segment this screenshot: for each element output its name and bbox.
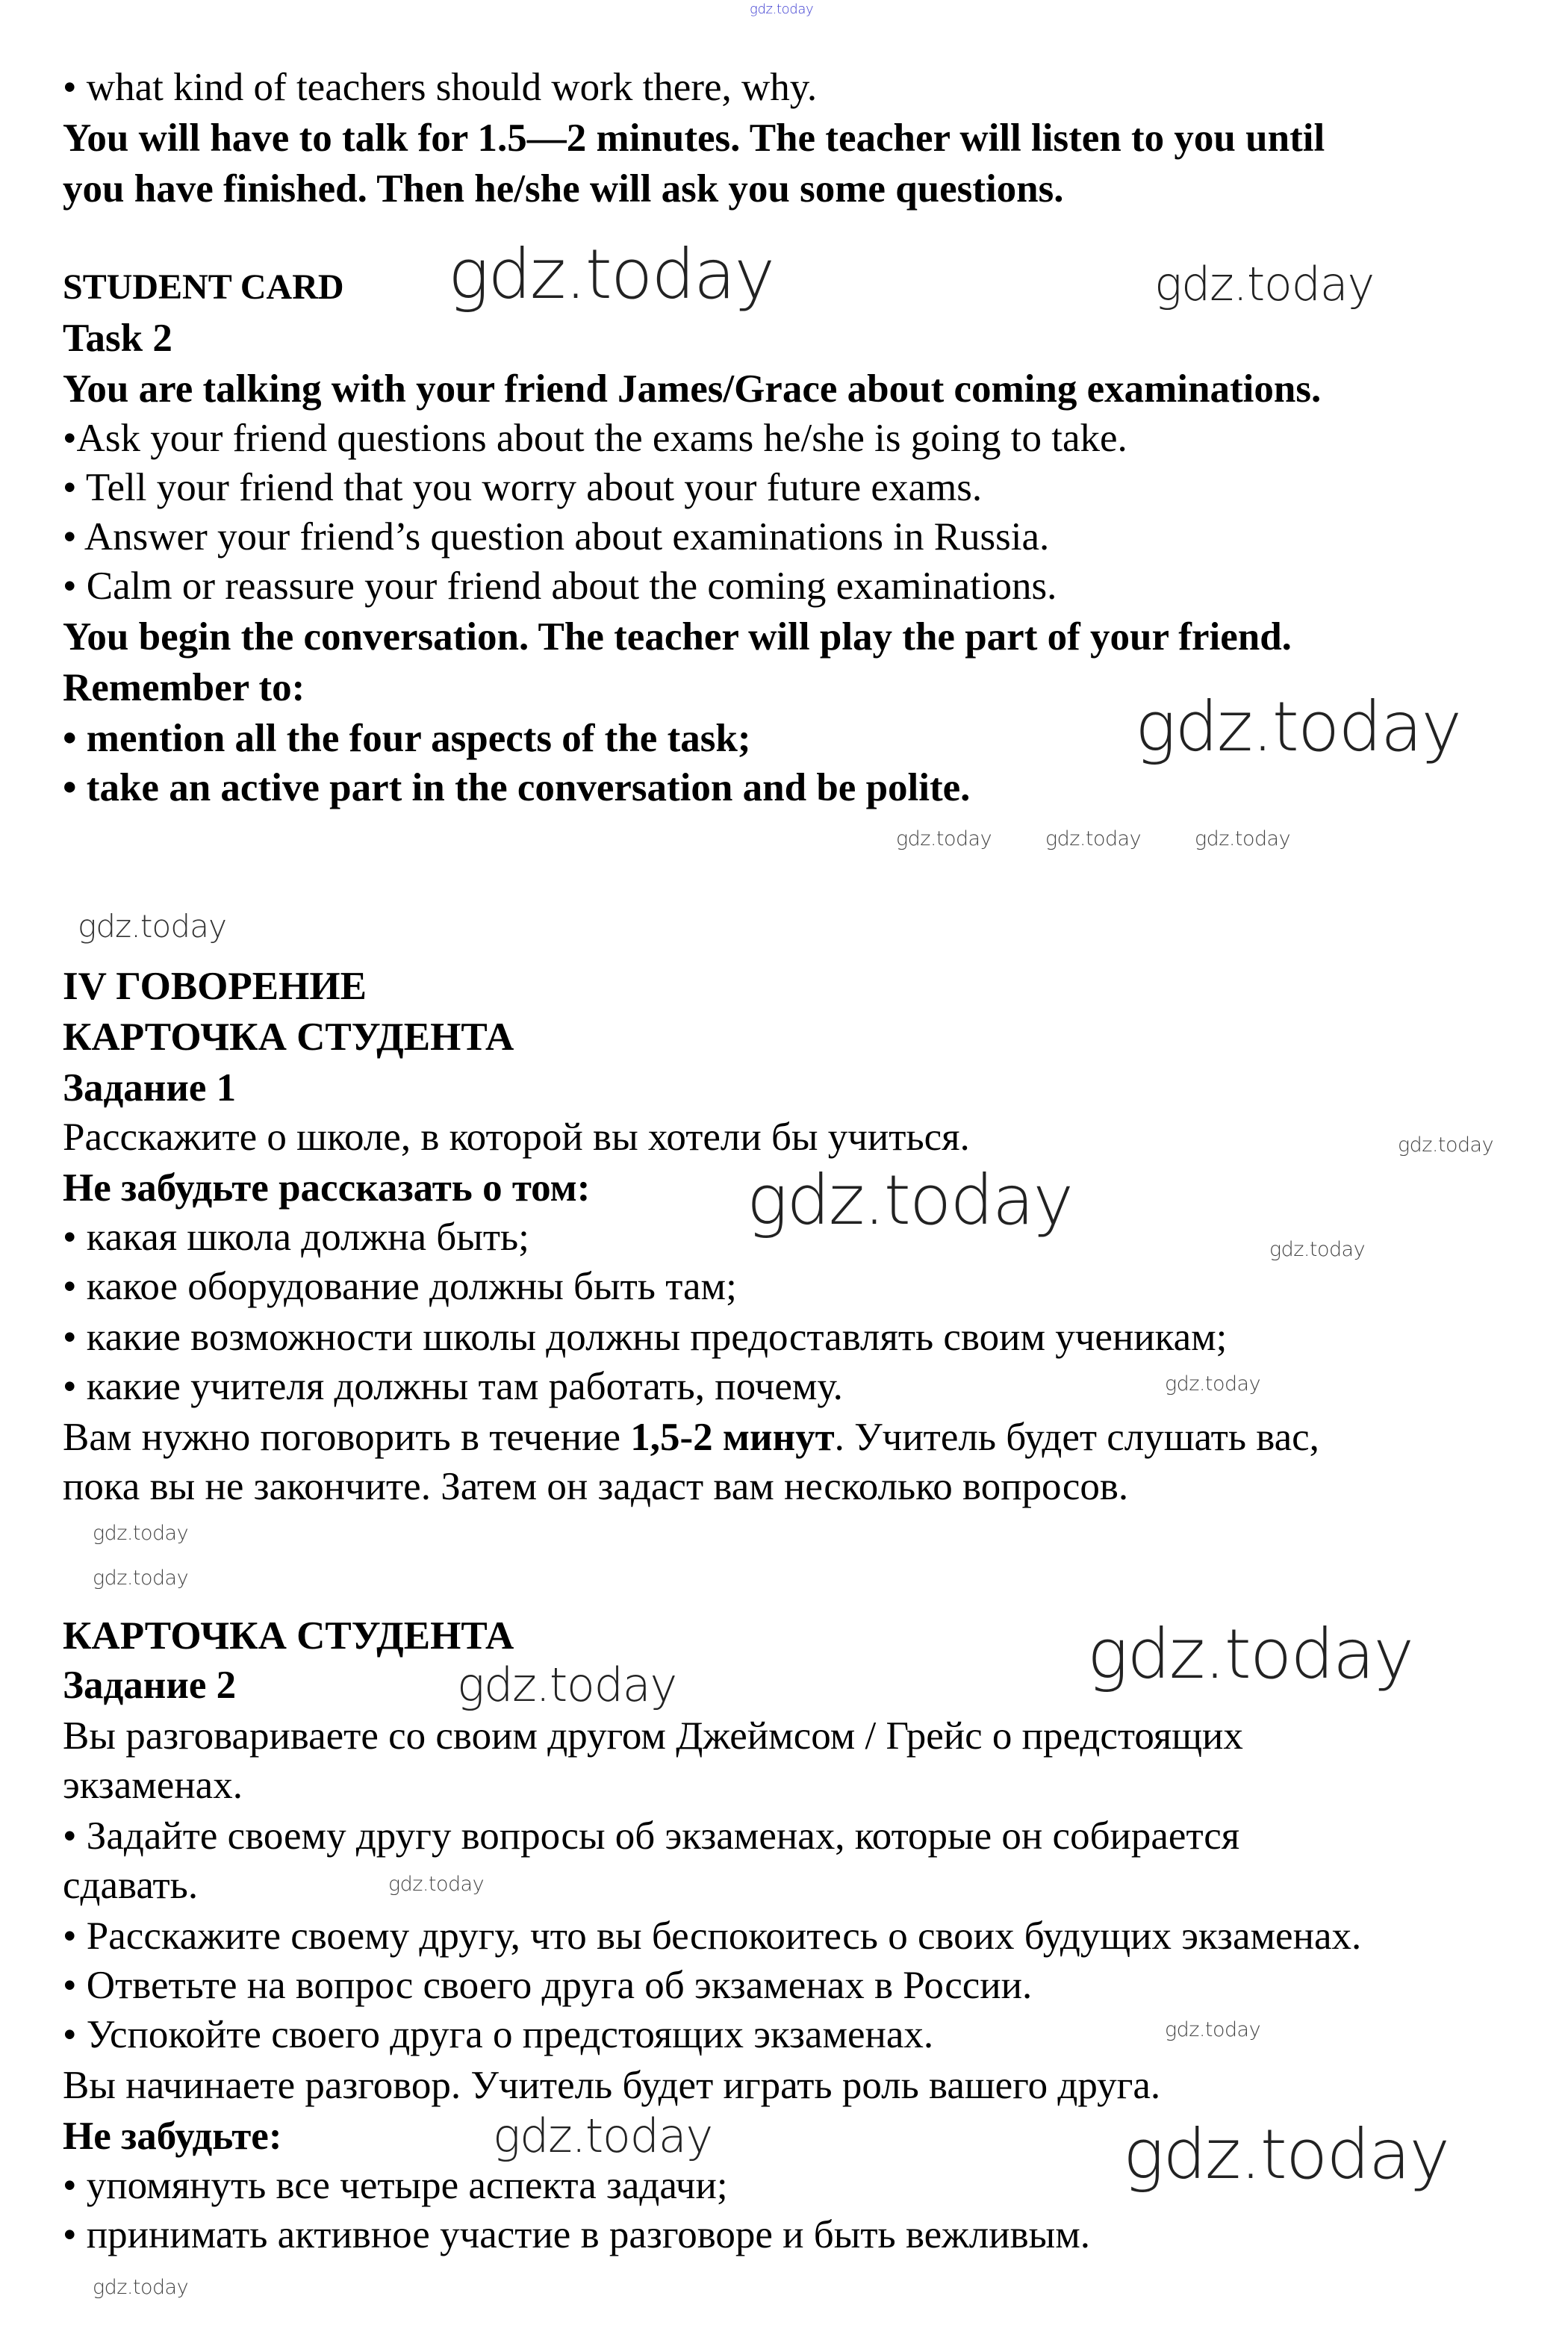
card1-remember: Не забудьте рассказать о том: [63,1166,591,1210]
watermark: gdz.today [493,2109,712,2163]
watermark: gdz.today [747,1160,1073,1240]
watermark: gdz.today [1135,687,1461,767]
remember-item: • take an active part in the conversation and be polite. [63,766,971,809]
card1-bullet: • какая школа должна быть; [63,1216,529,1259]
card2-task: Задание 2 [63,1664,237,1707]
header-watermark[interactable]: gdz.today [750,1,814,17]
card2-bullet: • Успокойте своего друга о предстоящих экзаменах. [63,2013,934,2056]
card2-remember-item: • упомянуть все четыре аспекта задачи; [63,2164,728,2207]
task-bullet: • Calm or reassure your friend about the coming examinations. [63,564,1057,608]
watermark: gdz.today [388,1873,485,1896]
watermark: gdz.today [93,2276,189,2299]
task-title: Task 2 [63,317,172,360]
prev-bullet: • what kind of teachers should work there, why. [63,66,818,109]
card2-bullet: • Задайте своему другу вопросы об экзаменах, которые он собирается [63,1814,1240,1858]
card2-title: КАРТОЧКА СТУДЕНТА [63,1614,514,1658]
watermark: gdz.today [1154,257,1374,311]
watermark: gdz.today [1123,2115,1449,2194]
watermark: gdz.today [1087,1614,1413,1694]
card2-begin: Вы начинаете разговор. Учитель будет играть роль вашего друга. [63,2064,1161,2107]
card1-time-line-2: пока вы не закончите. Затем он задаст вам несколько вопросов. [63,1465,1129,1508]
watermark: gdz.today [448,234,774,314]
card1-bullet: • какие возможности школы должны предоставлять своим ученикам; [63,1316,1228,1359]
card1-intro: Расскажите о школе, в которой вы хотели бы учиться. [63,1116,970,1159]
section-title: IV ГОВОРЕНИЕ [63,965,367,1008]
instructions-line-1: You will have to talk for 1.5—2 minutes. The teacher will listen to you until [63,116,1325,160]
card1-bullet: • какое оборудование должны быть там; [63,1265,737,1308]
remember-heading: Remember to: [63,666,305,709]
card2-bullet-cont: сдавать. [63,1864,199,1907]
card-title: STUDENT CARD [63,267,344,307]
begin-instruction: You begin the conversation. The teacher will play the part of your friend. [63,615,1292,659]
watermark: gdz.today [1165,2018,1261,2041]
watermark: gdz.today [457,1658,676,1712]
card2-intro-2: экзаменах. [63,1764,243,1807]
card2-remember-item: • принимать активное участие в разговоре и быть вежливым. [63,2213,1091,2256]
watermark: gdz.today [1165,1372,1261,1396]
instructions-line-2: you have finished. Then he/she will ask you some questions. [63,167,1064,211]
watermark: gdz.today [93,1566,189,1590]
time-post: . Учитель будет слушать вас, [834,1416,1319,1459]
task-bullet: •Ask your friend questions about the exams he/she is going to take. [63,417,1127,460]
watermark: gdz.today [1045,827,1142,850]
task-bullet: • Tell your friend that you worry about your future exams. [63,466,983,509]
card1-task: Задание 1 [63,1066,237,1110]
card1-title: КАРТОЧКА СТУДЕНТА [63,1015,514,1059]
time-pre: Вам нужно поговорить в течение [63,1416,631,1459]
watermark: gdz.today [896,827,992,850]
watermark: gdz.today [78,908,227,945]
card2-intro-1: Вы разговариваете со своим другом Джеймсом / Грейс о предстоящих [63,1714,1243,1758]
time-bold: 1,5-2 минут [630,1416,835,1459]
remember-item: • mention all the four aspects of the task; [63,717,751,760]
card1-time-line [63,1414,1319,1460]
task-intro: You are talking with your friend James/Grace about coming examinations. [63,367,1322,411]
card2-bullet: • Расскажите своему другу, что вы беспокоитесь о своих будущих экзаменах. [63,1914,1362,1958]
task-bullet: • Answer your friend’s question about examinations in Russia. [63,515,1050,559]
card2-remember: Не забудьте: [63,2115,282,2158]
watermark: gdz.today [1269,1238,1366,1261]
watermark: gdz.today [93,1522,189,1545]
watermark: gdz.today [1398,1133,1494,1157]
card2-bullet: • Ответьте на вопрос своего друга об экзаменах в России. [63,1964,1033,2007]
card1-bullet: • какие учителя должны там работать, почему. [63,1365,843,1408]
watermark: gdz.today [1195,827,1291,850]
